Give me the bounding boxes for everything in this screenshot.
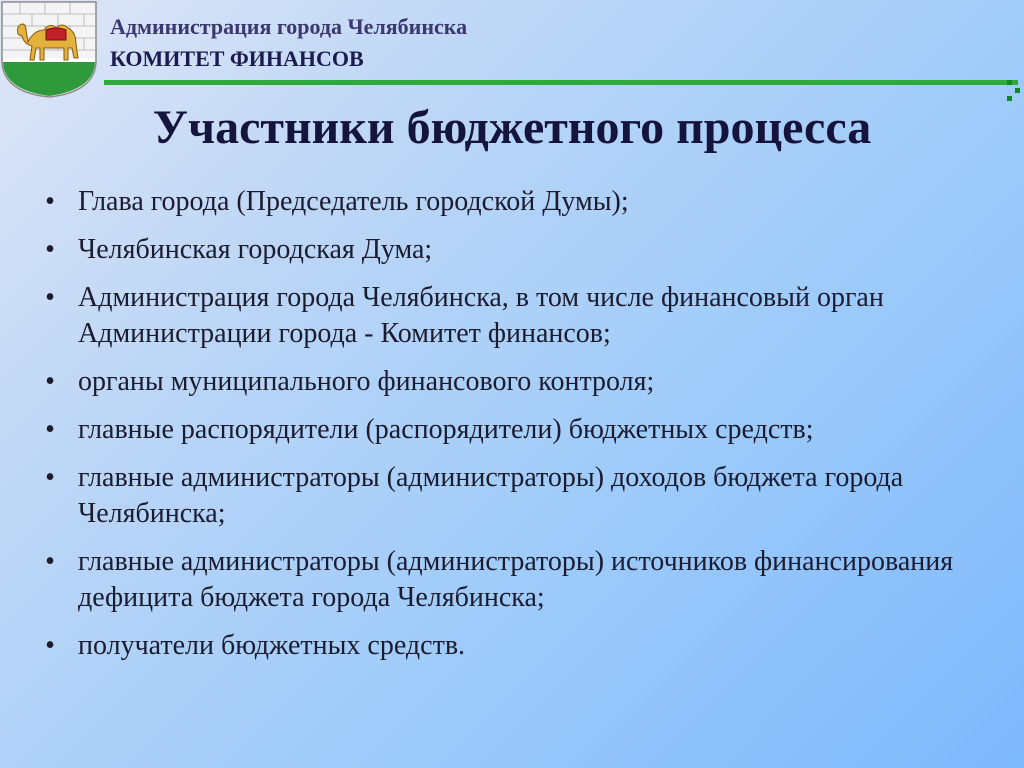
list-item-text: Челябинская городская Дума; (78, 234, 433, 265)
participants-list (40, 184, 1010, 676)
bullet-icon: • (45, 414, 55, 445)
decor-square (1015, 88, 1020, 93)
list-item (40, 412, 1010, 448)
bullet-icon: • (45, 234, 55, 265)
list-item (40, 544, 1010, 616)
list-item-text: Администрация города Челябинска, в том числе финансовый орган Администрации города - Комитет финансов; (78, 282, 884, 349)
page-title: Участники бюджетного процесса (152, 101, 872, 154)
list-item-text: главные распорядители (распорядители) бюджетных средств; (78, 414, 814, 445)
bullet-icon: • (45, 366, 55, 397)
list-item (40, 460, 1010, 532)
list-item-text: получатели бюджетных средств. (78, 630, 466, 661)
list-item (40, 184, 1010, 220)
organization-name: Администрация города Челябинска (110, 14, 468, 39)
list-item-text: Глава города (Председатель городской Думы); (78, 186, 629, 217)
coat-of-arms-camel-icon (0, 0, 98, 98)
bullet-icon: • (45, 282, 55, 313)
list-item (40, 280, 1010, 352)
list-item (40, 628, 1010, 664)
bullet-icon: • (45, 546, 55, 577)
bullet-icon: • (45, 462, 55, 493)
list-item (40, 232, 1010, 268)
decor-square (1007, 80, 1012, 85)
list-item-text: главные администраторы (администраторы) доходов бюджета города Челябинска; (78, 462, 904, 529)
header-divider (104, 80, 1018, 85)
list-item-text: органы муниципального финансового контроля; (78, 366, 655, 397)
bullet-icon: • (45, 186, 55, 217)
bullet-icon: • (45, 630, 55, 661)
committee-name: КОМИТЕТ ФИНАНСОВ (110, 46, 364, 71)
list-item (40, 364, 1010, 400)
list-item-text: главные администраторы (администраторы) источников финансирования дефицита бюджета города Челябинска; (78, 546, 954, 613)
